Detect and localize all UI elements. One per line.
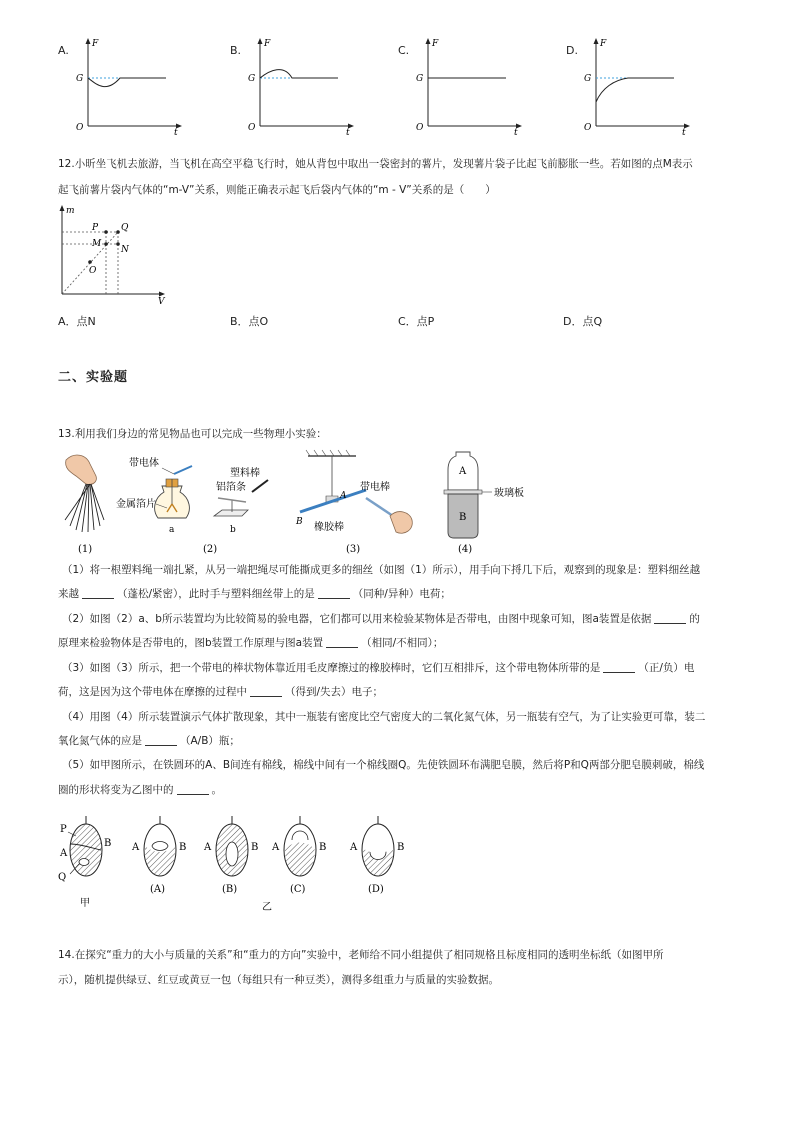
blank-7[interactable] bbox=[145, 735, 177, 746]
svg-text:B: B bbox=[397, 842, 405, 853]
section-title: 二、实验题 bbox=[58, 370, 129, 385]
fig2-number: (2) bbox=[203, 544, 218, 555]
q11-options bbox=[50, 36, 750, 136]
q11-c-g: G bbox=[416, 74, 424, 84]
q11-d-g: G bbox=[584, 74, 592, 84]
ring-label-p: P bbox=[60, 824, 67, 835]
fig2-label-metal-foil: 金属箔片 bbox=[116, 499, 156, 510]
q13-p1-line2: 来越 （蓬松/紧密），此时手与塑料细丝带上的是 （同种/异种）电荷； bbox=[58, 588, 451, 600]
q11-c-axis-t: t bbox=[514, 128, 518, 136]
fig2-label-b: b bbox=[230, 525, 236, 535]
q11-a-o: O bbox=[76, 123, 84, 133]
fig3-label-rubber-rod: 橡胶棒 bbox=[314, 522, 344, 533]
svg-text:B: B bbox=[319, 842, 327, 853]
blank-6[interactable] bbox=[250, 686, 282, 697]
fig2a-electroscope bbox=[116, 456, 192, 535]
q11-option-d-graph bbox=[578, 36, 698, 136]
fig4-label-glass-plate: 玻璃板 bbox=[494, 488, 524, 499]
fig4-number: (4) bbox=[458, 544, 473, 555]
q11-option-c-graph bbox=[410, 36, 530, 136]
q11-c-o: O bbox=[416, 123, 424, 133]
fig4-bottle-a: A bbox=[459, 466, 467, 477]
ring-option-c-label: (C) bbox=[290, 884, 306, 895]
q12-axis-v: V bbox=[158, 297, 165, 306]
q13-p3-line1: （3）如图（3）所示，把一个带电的棒状物体靠近用毛皮摩擦过的橡胶棒时，它们互相排斥，这个带电物体所带的是 （正/负）电 bbox=[62, 662, 695, 674]
ring-label-b: B bbox=[104, 838, 112, 849]
fig3-label-charged-rod: 带电棒 bbox=[360, 482, 390, 493]
fig4-bottle-b: B bbox=[459, 512, 467, 523]
fig1-hand-threads bbox=[65, 455, 104, 555]
ring-option-b bbox=[203, 816, 258, 895]
q13-intro: 13.利用我们身边的常见物品也可以完成一些物理小实验： bbox=[58, 428, 327, 440]
q13-p1-line1: （1）将一根塑料绳一端扎紧，从另一端把绳尽可能撕成更多的细丝（如图（1）所示），用手向下捋几下后，观察到的现象是：塑料细丝越 bbox=[62, 564, 701, 576]
q11-b-g: G bbox=[248, 74, 256, 84]
q13-p4-line2: 氧化氮气体的应是 （A/B）瓶； bbox=[58, 735, 240, 747]
blank-5[interactable] bbox=[603, 662, 635, 673]
svg-text:A: A bbox=[132, 842, 140, 853]
blank-2[interactable] bbox=[318, 588, 350, 599]
q13-p5-line1: （5）如甲图所示，在铁圆环的A、B间连有棉线，棉线中间有一个棉线圈Q。先使铁圆环布满肥皂膜，然后将P和Q两部分肥皂膜刺破，棉线 bbox=[62, 759, 705, 771]
ring-option-d bbox=[349, 816, 404, 895]
ring-option-b-label: (B) bbox=[222, 884, 238, 895]
q12-text-line2: 起飞前薯片袋内气体的“m-V”关系，则能正确表示起飞后袋内气体的“m - V”关系的是（ ） bbox=[58, 184, 496, 196]
q14-text-line2: 示），随机提供绿豆、红豆或黄豆一包（每组只有一种豆类），测得多组重力与质量的实验数据。 bbox=[58, 974, 499, 986]
q11-b-o: O bbox=[248, 123, 256, 133]
q11-b-axis-t: t bbox=[346, 128, 350, 136]
svg-text:B: B bbox=[179, 842, 187, 853]
q11-a-axis-t: t bbox=[174, 128, 178, 136]
q12-point-q: Q bbox=[121, 223, 129, 233]
q12-point-n: N bbox=[121, 245, 129, 255]
fig3-label-rod-b: B bbox=[296, 517, 303, 527]
ring-jia bbox=[58, 816, 111, 909]
q13-soap-film-rings bbox=[56, 808, 416, 916]
fig1-number: (1) bbox=[78, 544, 93, 555]
q11-d-axis-f: F bbox=[600, 39, 607, 49]
q14-text-line1: 14.在探究“重力的大小与质量的关系”和“重力的方向”实验中，老师给不同小组提供了相同规格且标度相同的透明坐标纸（如图甲所 bbox=[58, 949, 664, 961]
q11-option-a-letter[interactable]: A. bbox=[58, 44, 69, 57]
fig3-suspended-rod bbox=[295, 450, 412, 555]
fig2-label-charged-body: 带电体 bbox=[129, 458, 159, 469]
q13-p4-line1: （4）用图（4）所示装置演示气体扩散现象，其中一瓶装有密度比空气密度大的二氧化氮气体，另一瓶装有空气，为了让实验更可靠，装二 bbox=[62, 711, 706, 723]
svg-text:A: A bbox=[204, 842, 212, 853]
svg-text:A: A bbox=[272, 842, 280, 853]
q11-option-a-graph bbox=[70, 36, 190, 136]
q13-p3-line2: 荷，这是因为这个带电体在摩擦的过程中 （得到/失去）电子； bbox=[58, 686, 384, 698]
fig4-two-bottles bbox=[444, 452, 524, 555]
q11-c-axis-f: F bbox=[432, 39, 439, 49]
ring-label-a: A bbox=[60, 848, 68, 859]
q13-p5-line2: 圈的形状将变为乙图中的 。 bbox=[58, 784, 222, 796]
q11-a-axis-f: F bbox=[92, 39, 99, 49]
q12-text-line1: 12.小昕坐飞机去旅游，当飞机在高空平稳飞行时，她从背包中取出一袋密封的薯片，发现薯片袋子比起飞前膨胀一些。若如图的点M表示 bbox=[58, 158, 693, 170]
q12-point-o: O bbox=[89, 266, 97, 276]
ring-label-jia: 甲 bbox=[80, 898, 90, 909]
q12-option-d[interactable]: D．点Q bbox=[563, 315, 603, 328]
q12-option-c[interactable]: C．点P bbox=[398, 315, 435, 328]
ring-label-yi: 乙 bbox=[262, 902, 272, 913]
q11-a-g: G bbox=[76, 74, 84, 84]
q12-option-b[interactable]: B．点O bbox=[230, 315, 269, 328]
q13-experiment-figures bbox=[56, 446, 556, 558]
fig2b-foil-strip bbox=[203, 466, 268, 555]
q12-point-m: M bbox=[92, 239, 102, 249]
q13-p2-line2: 原理来检验物体是否带电的，图b装置工作原理与图a装置 （相同/不相同）； bbox=[58, 637, 444, 649]
svg-text:B: B bbox=[251, 842, 259, 853]
q11-d-o: O bbox=[584, 123, 592, 133]
blank-4[interactable] bbox=[326, 637, 358, 648]
q11-b-axis-f: F bbox=[264, 39, 271, 49]
blank-8[interactable] bbox=[177, 784, 209, 795]
q12-mv-graph bbox=[56, 202, 176, 306]
svg-text:A: A bbox=[350, 842, 358, 853]
q11-option-b-graph bbox=[242, 36, 362, 136]
fig2-label-foil-strip: 铝箔条 bbox=[216, 482, 246, 493]
blank-1[interactable] bbox=[82, 588, 114, 599]
fig3-label-rod-a: A bbox=[340, 491, 347, 501]
q11-option-c-letter[interactable]: C. bbox=[398, 44, 410, 57]
ring-option-d-label: (D) bbox=[368, 884, 384, 895]
q13-p2-line1: （2）如图（2）a、b所示装置均为比较简易的验电器，它们都可以用来检验某物体是否带电，由图中现象可知，图a装置是依据 的 bbox=[62, 613, 700, 625]
blank-3[interactable] bbox=[654, 613, 686, 624]
q12-point-p: P bbox=[92, 223, 99, 233]
q11-d-axis-t: t bbox=[682, 128, 686, 136]
q12-option-a[interactable]: A．点N bbox=[58, 315, 96, 328]
q11-option-b-letter[interactable]: B. bbox=[230, 44, 242, 57]
fig3-number: (3) bbox=[346, 544, 361, 555]
ring-option-a-label: (A) bbox=[150, 884, 166, 895]
fig2-label-plastic-rod: 塑料棒 bbox=[230, 468, 260, 479]
ring-option-c bbox=[271, 816, 326, 895]
fig2-label-a: a bbox=[169, 525, 175, 535]
q11-option-d-letter[interactable]: D. bbox=[566, 44, 578, 57]
ring-label-q: Q bbox=[58, 872, 67, 883]
ring-option-a bbox=[131, 816, 186, 895]
q12-axis-m: m bbox=[66, 206, 75, 216]
